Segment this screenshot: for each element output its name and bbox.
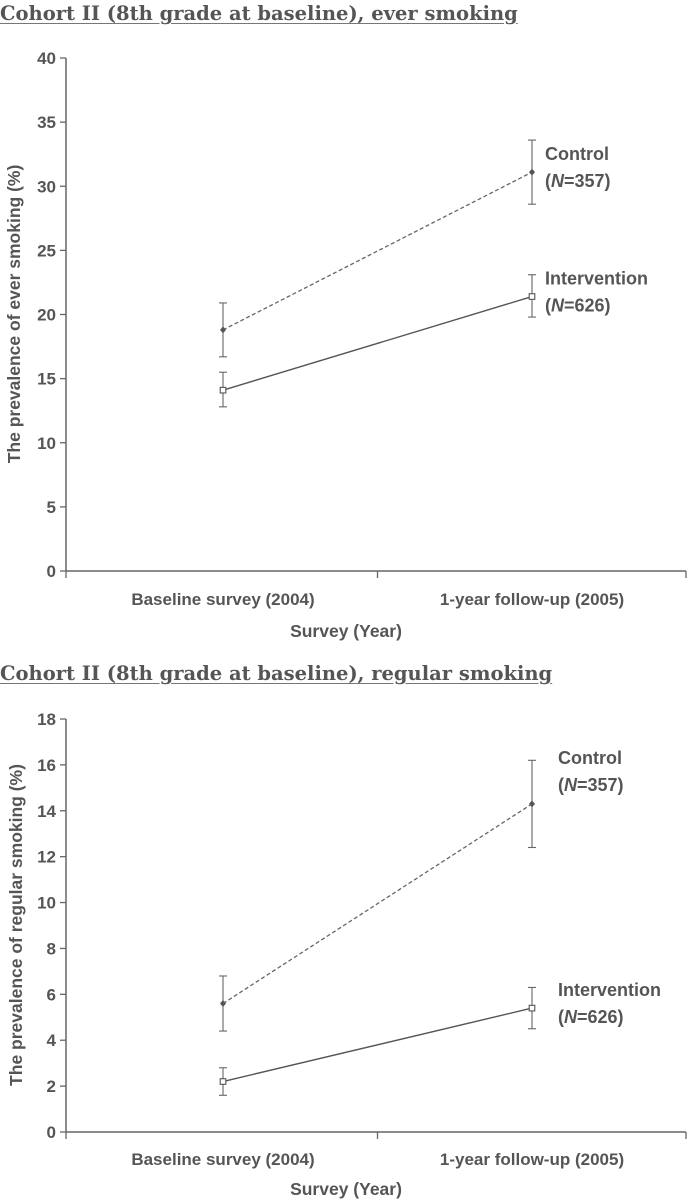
data-point-intervention [220,1079,226,1085]
series-label-control: Control [545,144,609,165]
y-tick-label: 40 [37,49,56,68]
data-point-control [220,1000,226,1007]
y-tick-label: 18 [37,710,56,729]
series-label-intervention: Intervention [558,980,662,1001]
y-tick-label: 4 [46,1031,56,1051]
series-n-label-control: (N=357) [545,171,611,192]
y-tick-label: 35 [37,113,56,133]
data-point-intervention [529,1005,535,1011]
x-category-label: Baseline survey (2004) [131,1150,315,1169]
chart-title-ever-smoking: Cohort II (8th grade at baseline), ever smoking [0,2,518,25]
y-tick-label: 2 [46,1077,56,1097]
y-tick-label: 12 [37,847,56,867]
series-label-control: Control [558,747,622,768]
x-axis-title: Survey (Year) [290,1179,402,1199]
y-tick-label: 20 [37,305,56,325]
x-category-label: Baseline survey (2004) [131,590,315,609]
x-category-label: 1-year follow-up (2005) [439,1150,625,1169]
y-tick-label: 14 [37,801,56,821]
y-tick-label: 30 [37,177,56,197]
y-tick-label: 10 [37,433,56,453]
y-tick-label: 25 [37,241,56,261]
y-tick-label: 5 [46,497,56,517]
y-tick-label: 6 [46,985,56,1005]
series-label-intervention: Intervention [545,268,649,289]
chart-title-regular-smoking: Cohort II (8th grade at baseline), regular smoking [0,662,553,685]
series-line-intervention [223,1008,532,1081]
y-tick-label: 16 [37,755,56,775]
series-n-label-control: (N=357) [558,774,624,795]
y-tick-label: 8 [46,939,56,959]
data-point-control [529,800,535,807]
series-n-label-intervention: (N=626) [558,1007,624,1028]
y-axis-title: The prevalence of regular smoking (%) [6,764,26,1086]
y-tick-label: 0 [46,1123,56,1142]
y-tick-label: 0 [46,562,56,581]
y-tick-label: 15 [37,369,56,389]
x-category-label: 1-year follow-up (2005) [439,590,625,609]
series-line-control [223,804,532,1004]
x-axis-title: Survey (Year) [290,621,402,641]
series-n-label-intervention: (N=626) [545,295,611,316]
y-tick-label: 10 [37,893,56,913]
y-axis-title: The prevalence of ever smoking (%) [4,164,24,464]
